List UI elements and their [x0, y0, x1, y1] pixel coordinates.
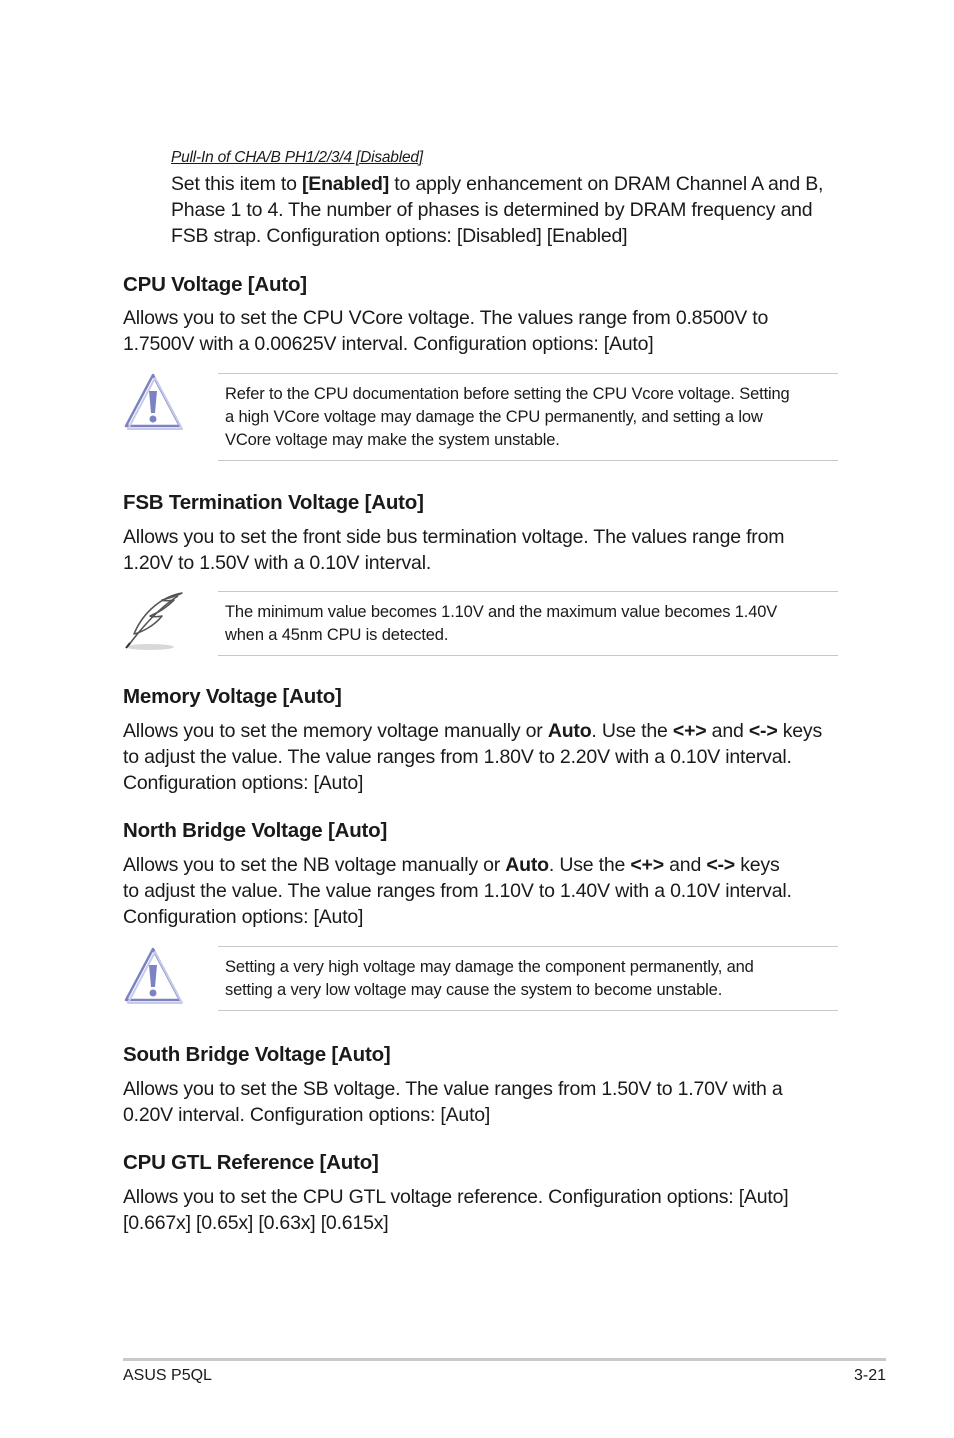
caution-line-2: a high VCore voltage may damage the CPU permanently, and setting a low [225, 408, 763, 426]
fsb-voltage-heading: FSB Termination Voltage [Auto] [123, 491, 424, 514]
caution-line-1: Refer to the CPU documentation before setting the CPU Vcore voltage. Setting [225, 385, 790, 403]
nb-voltage-description [123, 852, 792, 930]
footer-rule [123, 1358, 886, 1361]
nb-voltage-heading: North Bridge Voltage [Auto] [123, 819, 388, 842]
caution-icon [122, 371, 184, 436]
gtl-reference-heading: CPU GTL Reference [Auto] [123, 1151, 379, 1174]
fsb-voltage-note-box [218, 591, 838, 656]
sb-voltage-heading: South Bridge Voltage [Auto] [123, 1043, 391, 1066]
gtl-reference-description [123, 1184, 788, 1236]
note-line-1: The minimum value becomes 1.10V and the maximum value becomes 1.40V [225, 603, 778, 621]
footer-page-number: 3-21 [853, 1367, 886, 1384]
fsb-voltage-note-text [225, 601, 777, 647]
nb-voltage-line-2: to adjust the value. The value ranges from 1.10V to 1.40V with a 0.10V interval. [123, 880, 792, 902]
feather-note-icon [120, 590, 188, 659]
sb-voltage-line-1: Allows you to set the SB voltage. The value ranges from 1.50V to 1.70V with a [123, 1078, 783, 1100]
cpu-voltage-line-2: 1.7500V with a 0.00625V interval. Configuration options: [Auto] [123, 333, 654, 355]
gtl-reference-line-2: [0.667x] [0.65x] [0.63x] [0.615x] [123, 1212, 389, 1234]
note-line-2: when a 45nm CPU is detected. [225, 626, 449, 644]
memory-voltage-line-2: to adjust the value. The value ranges from 1.80V to 2.20V with a 0.10V interval. [123, 746, 792, 768]
sb-voltage-description [123, 1076, 783, 1128]
nb-voltage-line-1: Allows you to set the NB voltage manually or Auto. Use the <+> and <-> keys [123, 854, 780, 876]
memory-voltage-heading: Memory Voltage [Auto] [123, 685, 342, 708]
fsb-voltage-line-1: Allows you to set the front side bus termination voltage. The values range from [123, 526, 785, 548]
subitem-line-3: FSB strap. Configuration options: [Disabled] [Enabled] [171, 225, 628, 247]
footer-product: ASUS P5QL [123, 1367, 212, 1384]
memory-voltage-description [123, 718, 822, 796]
caution-line-2: setting a very low voltage may cause the system to become unstable. [225, 981, 723, 999]
cpu-voltage-line-1: Allows you to set the CPU VCore voltage. The values range from 0.8500V to [123, 307, 769, 329]
nb-voltage-caution-text [225, 956, 754, 1002]
memory-voltage-line-1: Allows you to set the memory voltage manually or Auto. Use the <+> and <-> keys [123, 720, 823, 742]
memory-voltage-line-3: Configuration options: [Auto] [123, 772, 364, 794]
subitem-line-1: Set this item to [Enabled] to apply enhancement on DRAM Channel A and B, [171, 173, 824, 195]
cpu-voltage-heading: CPU Voltage [Auto] [123, 273, 307, 296]
subitem-line-2: Phase 1 to 4. The number of phases is determined by DRAM frequency and [171, 199, 813, 221]
cpu-voltage-caution-box [218, 373, 838, 461]
caution-icon [122, 945, 184, 1010]
caution-line-1: Setting a very high voltage may damage the component permanently, and [225, 958, 754, 976]
cpu-voltage-description [123, 305, 768, 357]
subitem-description [171, 171, 823, 249]
nb-voltage-caution-box [218, 946, 838, 1011]
caution-line-3: VCore voltage may make the system unstable. [225, 431, 560, 449]
fsb-voltage-line-2: 1.20V to 1.50V with a 0.10V interval. [123, 552, 432, 574]
subitem-title: Pull-In of CHA/B PH1/2/3/4 [Disabled] [171, 149, 423, 166]
nb-voltage-line-3: Configuration options: [Auto] [123, 906, 364, 928]
fsb-voltage-description [123, 524, 784, 576]
cpu-voltage-caution-text [225, 383, 790, 452]
sb-voltage-line-2: 0.20V interval. Configuration options: [Auto] [123, 1104, 491, 1126]
gtl-reference-line-1: Allows you to set the CPU GTL voltage reference. Configuration options: [Auto] [123, 1186, 789, 1208]
